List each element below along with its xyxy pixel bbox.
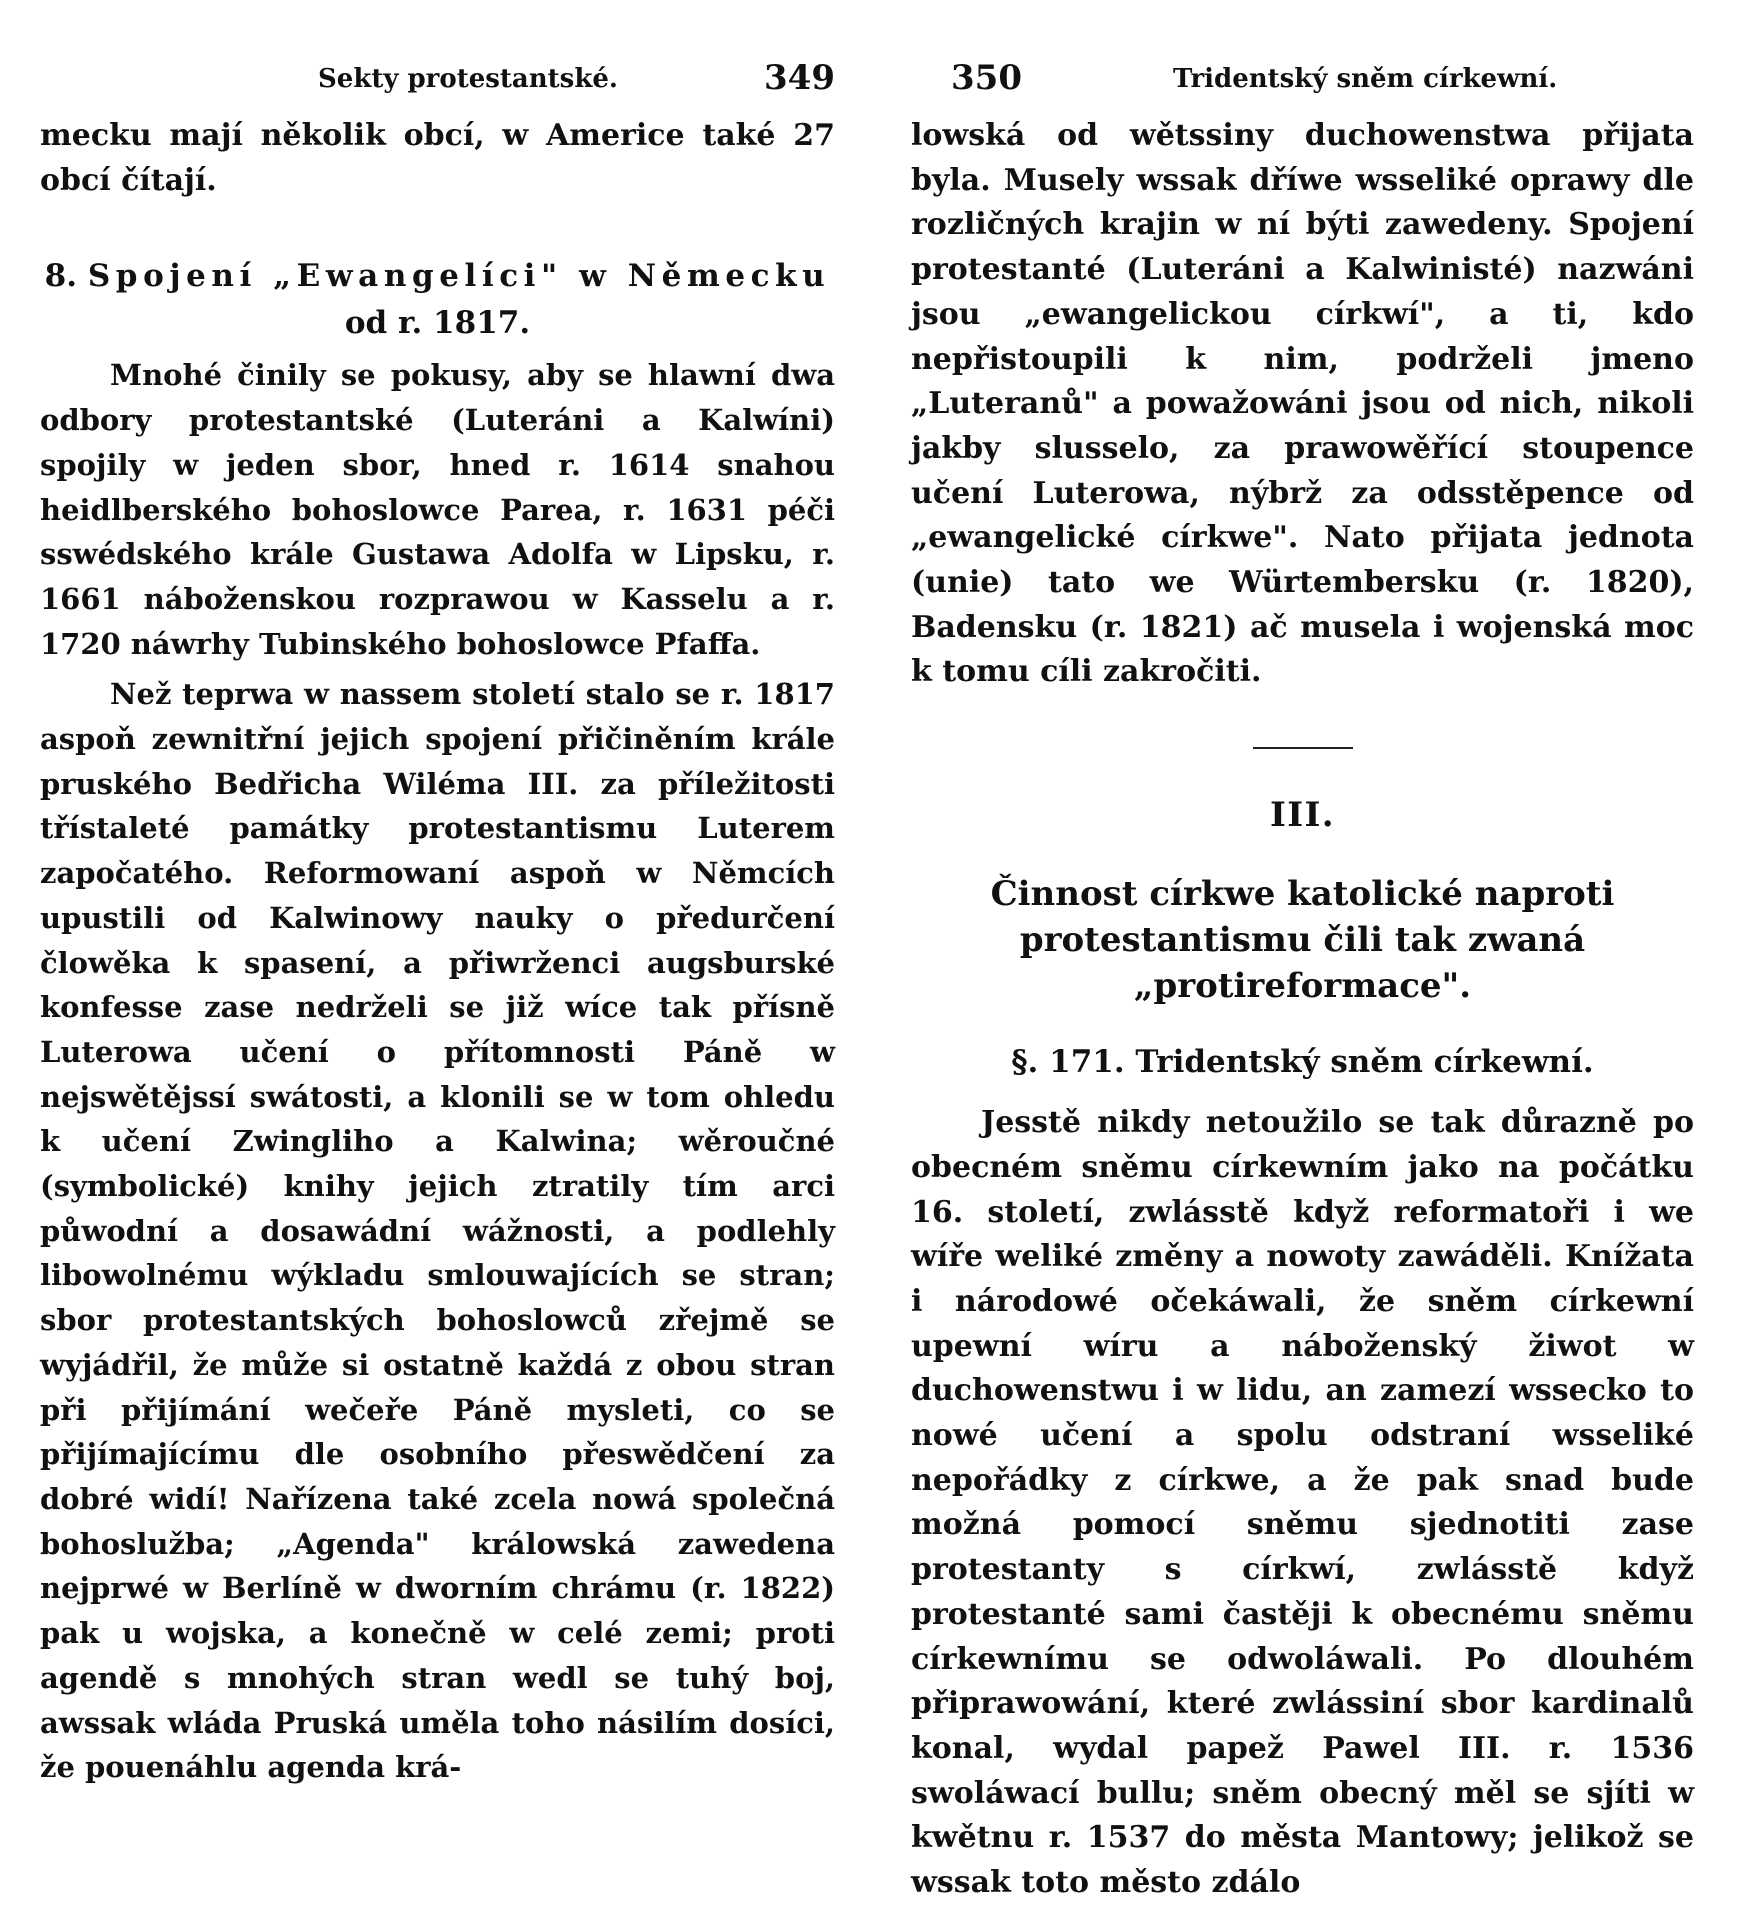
left-paragraph-continuation: mecku mají několik obcí, w Americe také 27 obcí čítají. [40,118,835,198]
right-paragraph-1: Jesstě nikdy netoužilo se tak důrazně po obecném sněmu církewním jako na počátku 16. století, zwlásstě když reformatoři i we wíře weliké změny a nowoty zawáděli. Knížata i národowé očekáwali, že sněm církewní upewní wíru a náboženský žiwot w duchowenstwu i w lidu, an zamezí wssecko to nowé učení a spolu odstraní wsseliké nepořádky z církwe, a že pak snad bude možná pomocí sněmu sjednotiti zase protestanty s církwí, zwlásstě když protestanté sami častěji k obecnému sněmu církewnímu se odwoláwali. Po dlouhém připrawowání, které zwlássiní sbor kardinalů konal, wydal papež Pawel III. r. 1536 swoláwací bullu; sněm obecný měl se sjíti w kwětnu r. 1537 do města Mantowy; jelikož se wssak toto město zdálo [911,1105,1694,1901]
right-running-head [911,58,1694,114]
section-heading-8 [40,253,835,300]
section-heading-171: §. 171. Tridentský sněm církewní. [1011,1044,1594,1081]
left-paragraph-1: Mnohé činily se pokusy, aby se hlawní dwa odbory protestantské (Luteráni a Kalwíni) spojily w jeden sbor, hned r. 1614 snahou heidlberského bohoslowce Parea, r. 1631 péči sswédského krále Gustawa Adolfa w Lipsku, r. 1661 náboženskou rozprawou w Kasselu a r. 1720 náwrhy Tubinského bohoslowce Pfaffa. [40,358,835,661]
left-page [0,0,873,1785]
section-heading-number: 8. [44,258,78,295]
section-divider-rule [1253,747,1353,749]
right-page-number: 350 [951,58,1022,98]
left-running-title: Sekty protestantské. [318,64,618,94]
left-paragraph-2: Než teprwa w nassem století stalo se r. 1817 aspoň zewnitřní jejich spojení přičiněním krále pruského Bedřicha Wiléma III. za příležitosti třístaleté památky protestantismu Luterem započatého. Reformowaní aspoň w Němcích upustili od Kalwinowy nauky o předurčení člowěka k spasení, a přiwrženci augsburské konfesse zase nedrželi se již wíce tak přísně Luterowa učení o přítomnosti Páně w nejswětějssí swátosti, a klonili se w tom ohledu k učení Zwingliho a Kalwina; wěroučné (symbolické) knihy jejich ztratily tím arci půwodní a dosawádní wážnosti, a podlehly libowolnému wýkladu smlouwajících se stran; sbor protestantských bohoslowců zřejmě se wyjádřil, že může si ostatně každá z obou stran při přijímání wečeře Páně mysleti, co se přijímajícímu dle osobního přeswědčení za dobré widí! Nařízena také zcela nowá společná bohoslužba; „Agenda" králowská zawedena nejprwé w Berlíně w dworním chrámu (r. 1822) pak u wojska, a konečně w celé zemi; proti agendě s mnohých stran wedl se tuhý boj, awssak wláda Pruská uměla toho násilím dosíci, že pouenáhlu agenda krá- [40,677,835,1785]
left-page-number: 349 [764,58,835,98]
part-title: Činnost církwe katolické naproti protestantismu čili tak zwaná „protireformace". [990,874,1615,1007]
right-running-title: Tridentský sněm církewní. [1173,64,1558,94]
part-number: III. [1270,795,1335,836]
left-running-head [40,58,835,114]
right-page [873,0,1746,1901]
section-heading-title: Spojení „Ewangelíci" w Německu [87,258,831,295]
right-paragraph-continuation: lowská od wětssiny duchowenstwa přijata byla. Musely wssak dříwe wsseliké oprawy dle rozličných krajin w ní býti zawedeny. Spojení protestanté (Luteráni a Kalwinisté) nazwáni jsou „ewangelickou církwí", a ti, kdo nepřistoupili k nim, podrželi jmeno „Luteranů" a powažowáni jsou od nich, nikoli jakby slusselo, za prawowěřící stoupence učení Luterowa, nýbrž za odsstěpence od „ewangelické církwe". Nato přijata jednota (unie) tato we Würtembersku (r. 1820), Badensku (r. 1821) ač musela i wojenská moc k tomu cíli zakročiti. [911,118,1694,690]
section-heading-subtitle: od r. 1817. [344,305,531,342]
